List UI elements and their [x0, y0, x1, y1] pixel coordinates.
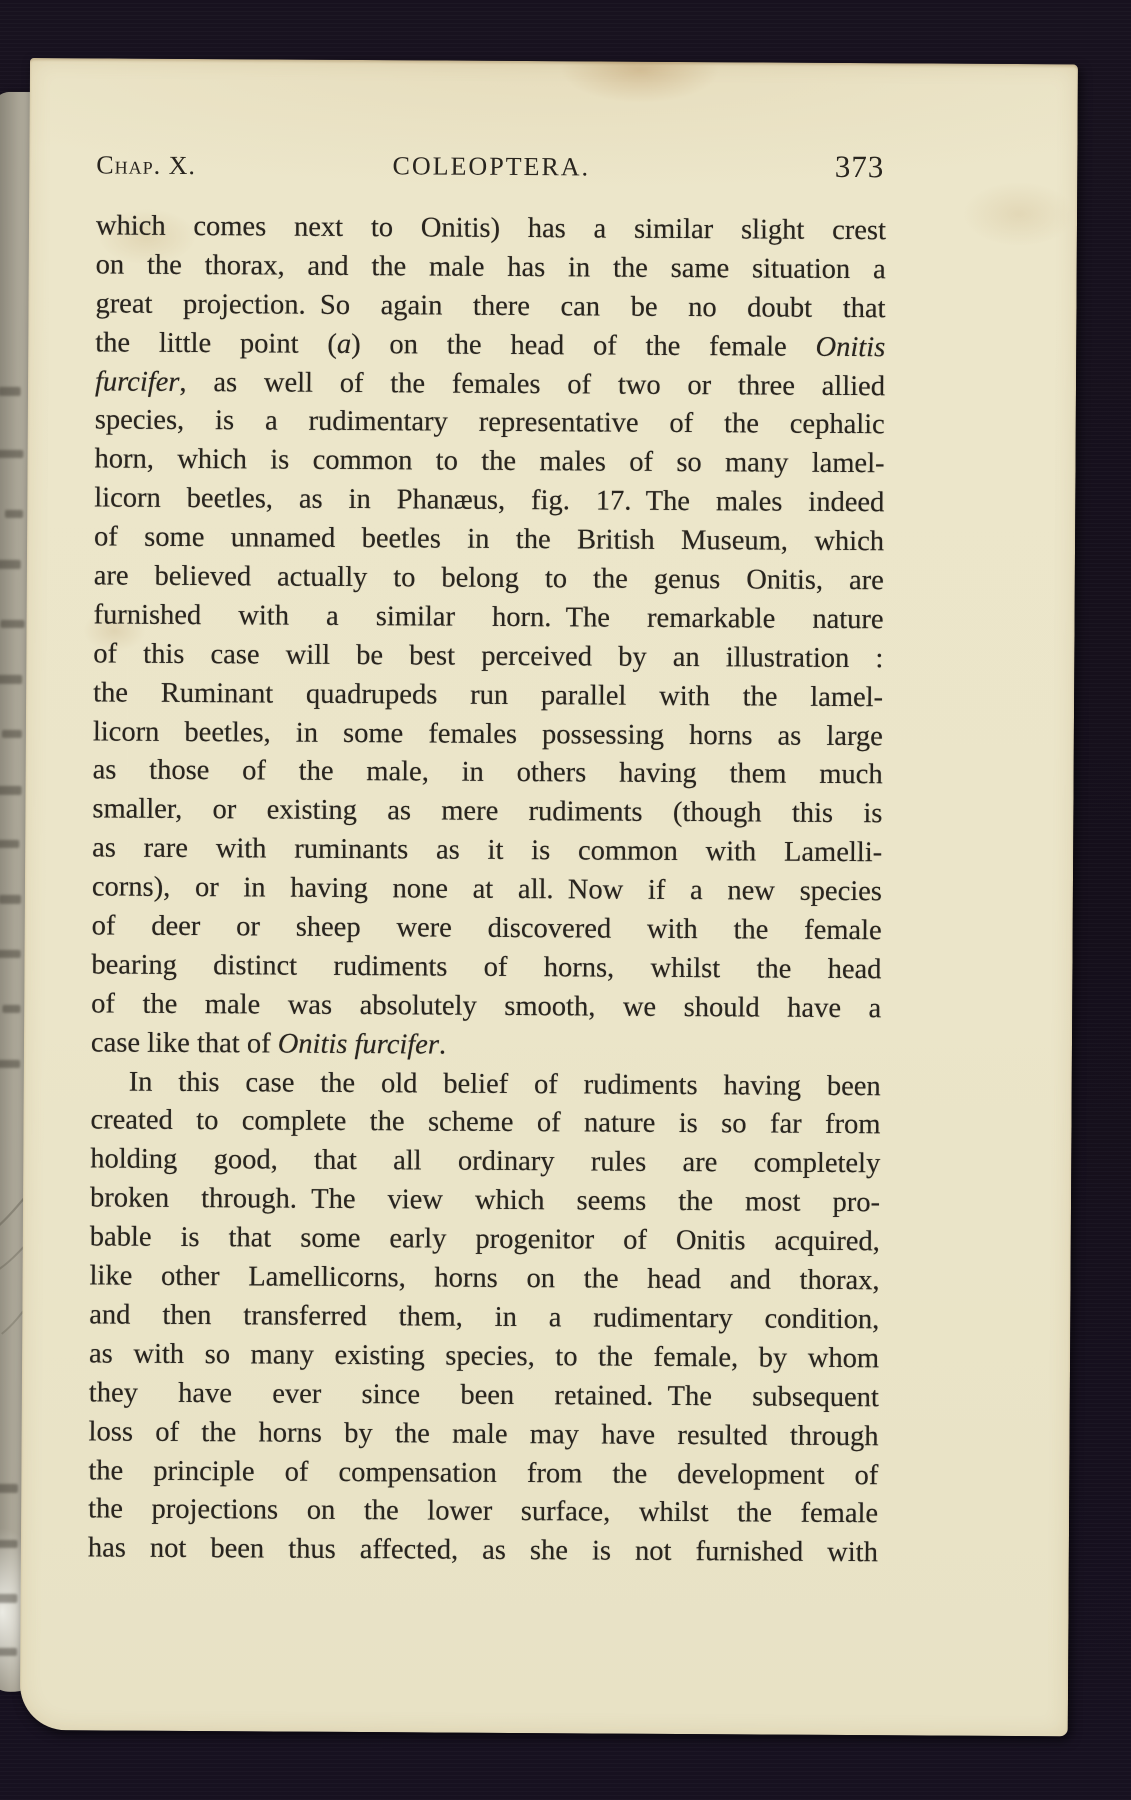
- page-edge-text-smudge: [0, 1484, 18, 1493]
- text-line: broken through. The view which seems the most pro-: [89, 1182, 881, 1219]
- text-line: the projections on the lower surface, whilst the female: [88, 1493, 879, 1530]
- text-line: bearing distinct rudiments of horns, whilst the head: [91, 949, 882, 986]
- text-line: of the male was absolutely smooth, we should have a: [91, 988, 882, 1025]
- text-line: smaller, or existing as mere rudiments (though this is: [92, 793, 883, 830]
- text-line: In this case the old belief of rudiments having been: [128, 1066, 881, 1102]
- text-line: horn, which is common to the males of so many lamel-: [94, 443, 885, 480]
- text-line: on the thorax, and the male has in the same situation a: [95, 249, 886, 286]
- text-line: as with so many existing species, to the female, by whom: [88, 1338, 880, 1375]
- text-line: holding good, that all ordinary rules are completely: [90, 1143, 881, 1180]
- text-line: of this case will be best perceived by an illustration :: [93, 638, 884, 675]
- text-line: licorn beetles, in some females possessing horns as large: [92, 715, 883, 752]
- text-line: they have ever since been retained. The subsequent: [88, 1377, 879, 1413]
- text-line: licorn beetles, as in Phanæus, fig. 17. The males indeed: [94, 482, 885, 519]
- running-head: [96, 144, 886, 191]
- page-edge-text-smudge: [0, 675, 22, 684]
- book-page: [20, 58, 1078, 1736]
- text-line: case like that of Onitis furcifer.: [90, 1027, 447, 1061]
- text-line: of some unnamed beetles in the British Museum, which: [93, 521, 885, 558]
- page-edge-text-smudge: [0, 950, 21, 958]
- text-line: of deer or sheep were discovered with the female: [91, 910, 882, 947]
- text-line: great projection. So again there can be no doubt that: [95, 288, 886, 325]
- page-edge-text-smudge: [0, 450, 23, 458]
- page-edge-text-smudge: [0, 895, 21, 904]
- page-edge-text-smudge: [0, 620, 24, 628]
- text-line: as those of the male, in others having them much: [92, 754, 883, 791]
- page-edge-text-smudge: [0, 1060, 20, 1068]
- text-line: species, is a rudimentary representative of the cephalic: [94, 404, 885, 441]
- page-edge-text-smudge: [0, 1648, 17, 1656]
- text-line: bable is that some early progenitor of Onitis acquired,: [89, 1221, 880, 1258]
- text-line: which comes next to Onitis) has a similar slight crest: [95, 210, 887, 247]
- page-edge-text-smudge: [2, 730, 22, 738]
- text-line: has not been thus affected, as she is not furnished with: [87, 1532, 878, 1569]
- text-line: like other Lamellicorns, horns on the head and thorax,: [89, 1260, 880, 1297]
- page-edge-text-smudge: [2, 1005, 20, 1013]
- text-line: furcifer, as well of the females of two or three allied: [94, 365, 886, 402]
- body-text: [88, 207, 886, 1573]
- text-line: the Ruminant quadrupeds run parallel with the lamel-: [93, 677, 884, 713]
- page-edge-text-smudge: [0, 387, 21, 396]
- page-edge-text-smudge: [0, 560, 21, 569]
- text-line: the little point (a) on the head of the female Onitis: [95, 327, 886, 363]
- running-title: COLEOPTERA.: [392, 151, 591, 182]
- text-line: furnished with a similar horn. The remarkable nature: [93, 599, 884, 636]
- text-line: loss of the horns by the male may have resulted through: [88, 1415, 879, 1452]
- page-edge-text-smudge: [0, 840, 19, 848]
- text-line: created to complete the scheme of nature is so far from: [90, 1104, 881, 1141]
- text-line: corns), or in having none at all. Now if a new species: [91, 871, 883, 908]
- page-edge-text-smudge: [0, 786, 22, 795]
- page-edge-text-smudge: [5, 510, 23, 518]
- text-line: and then transferred them, in a rudimentary condition,: [89, 1299, 880, 1336]
- text-line: as rare with ruminants as it is common with Lamelli-: [92, 832, 883, 869]
- text-line: are believed actually to belong to the genus Onitis, are: [93, 560, 884, 597]
- page-number: 373: [834, 148, 885, 185]
- chapter-label: Chap. X.: [96, 150, 197, 181]
- page-edge-text-smudge: [0, 1594, 17, 1603]
- text-line: the principle of compensation from the development of: [88, 1454, 879, 1491]
- page-edge-text-smudge: [0, 1540, 18, 1548]
